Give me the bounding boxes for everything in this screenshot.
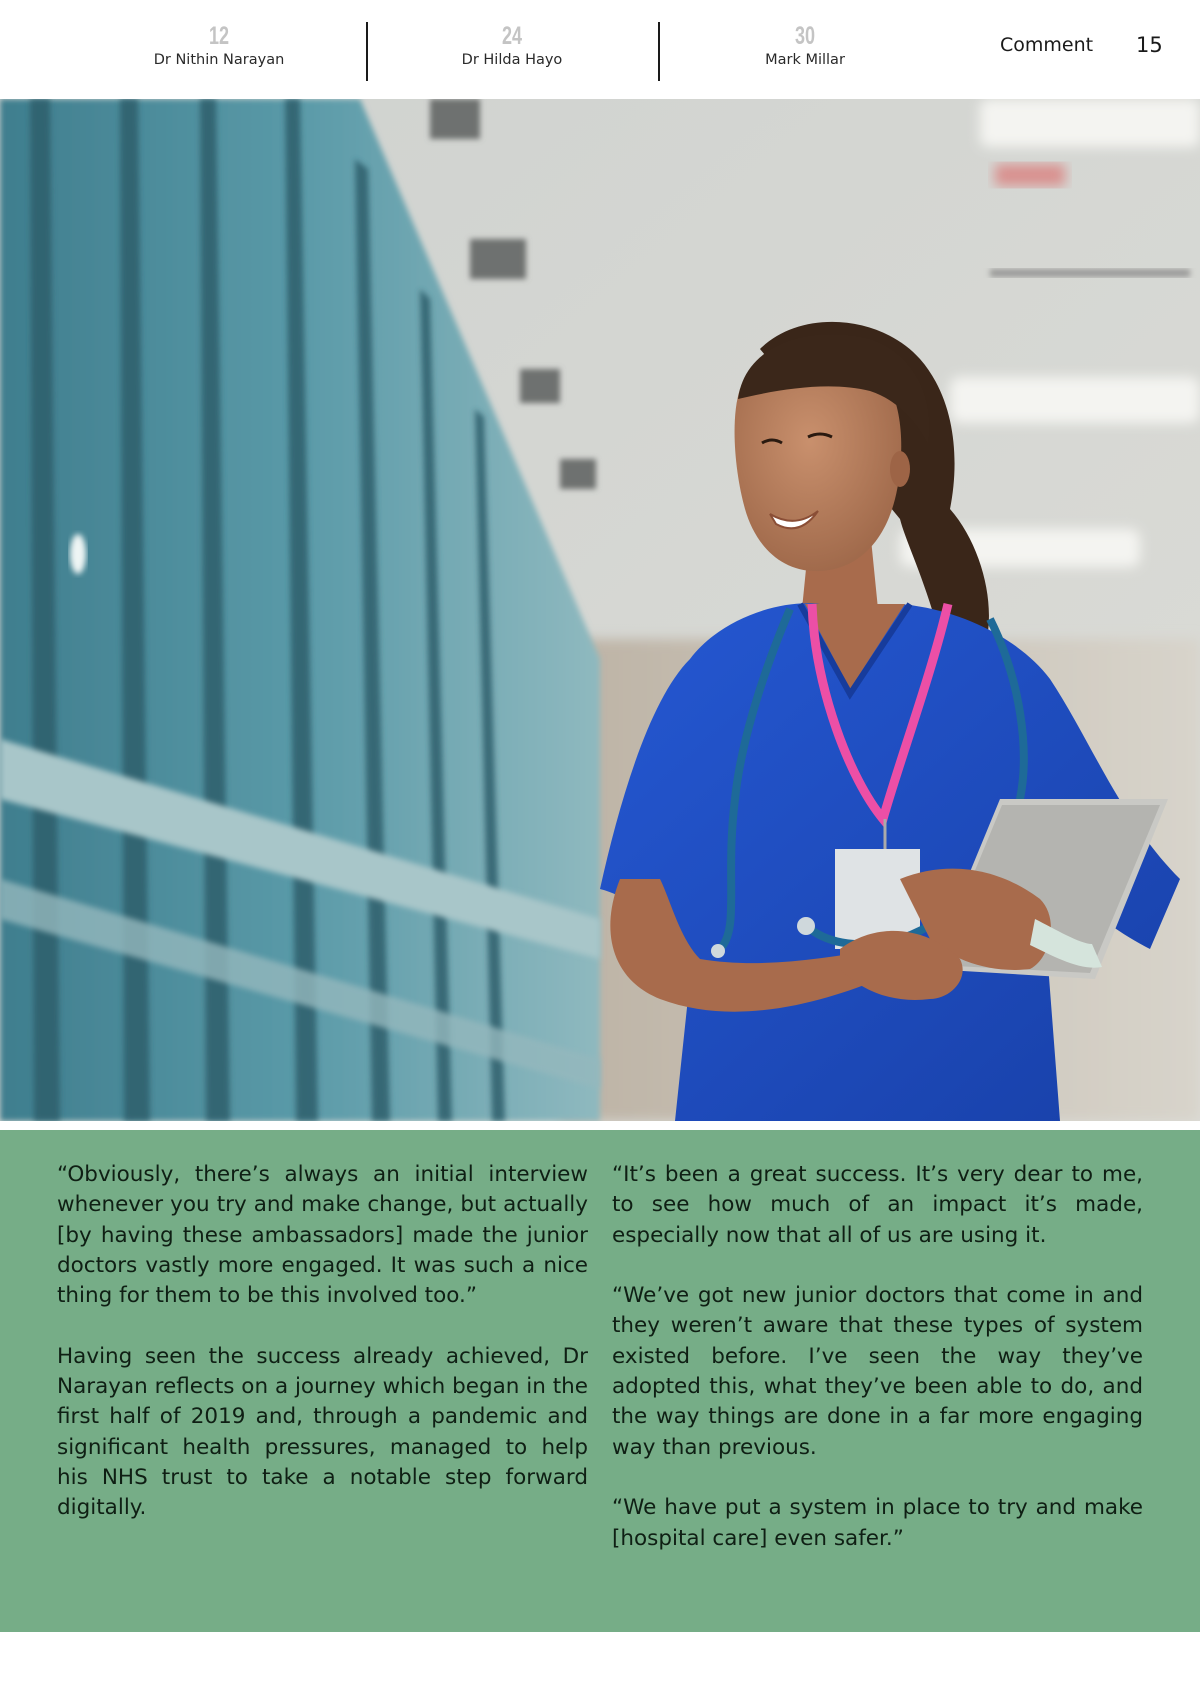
nav-item-hayo[interactable] xyxy=(402,22,622,69)
article-column-right xyxy=(612,1160,1143,1584)
paragraph: “We have put a system in place to try and make [hospital care] even safer.” xyxy=(612,1495,1143,1551)
nav-page-number: 12 xyxy=(208,22,230,50)
nurse-photo-illustration xyxy=(0,99,1200,1121)
nav-author-name: Dr Hilda Hayo xyxy=(461,52,563,68)
page-number: 15 xyxy=(1136,33,1163,57)
header-divider xyxy=(658,22,660,81)
article-column-left xyxy=(57,1160,588,1554)
hero-photo xyxy=(0,99,1200,1121)
nav-page-number: 24 xyxy=(501,22,523,50)
nav-page-number: 30 xyxy=(794,22,816,50)
article-text-panel xyxy=(0,1130,1200,1632)
nav-item-millar[interactable] xyxy=(695,22,915,69)
paragraph: “We’ve got new junior doctors that come in and they weren’t aware that these types of system existed before. I’ve seen the way they’ve adopted this, what they’ve been able to do, and the way things are done in a far more engaging way than previous. xyxy=(612,1283,1143,1460)
header-divider xyxy=(366,22,368,81)
paragraph: Having seen the success already achieved, Dr Narayan reflects on a journey which began in the first half of 2019 and, through a pandemic and significant health pressures, managed to help his NHS trust to take a notable step forward digitally. xyxy=(57,1343,588,1521)
nav-item-narayan[interactable] xyxy=(109,22,329,69)
nav-author-name: Dr Nithin Narayan xyxy=(153,52,285,68)
section-label: Comment xyxy=(1000,34,1094,56)
nav-author-name: Mark Millar xyxy=(765,52,845,68)
paragraph: “It’s been a great success. It’s very dear to me, to see how much of an impact it’s made, especially now that all of us are using it. xyxy=(612,1162,1143,1248)
paragraph: “Obviously, there’s always an initial interview whenever you try and make change, but actually [by having these ambassadors] made the junior doctors vastly more engaged. It was such a nice thing for them to be this involved too.” xyxy=(57,1162,588,1309)
page-header xyxy=(0,0,1200,99)
